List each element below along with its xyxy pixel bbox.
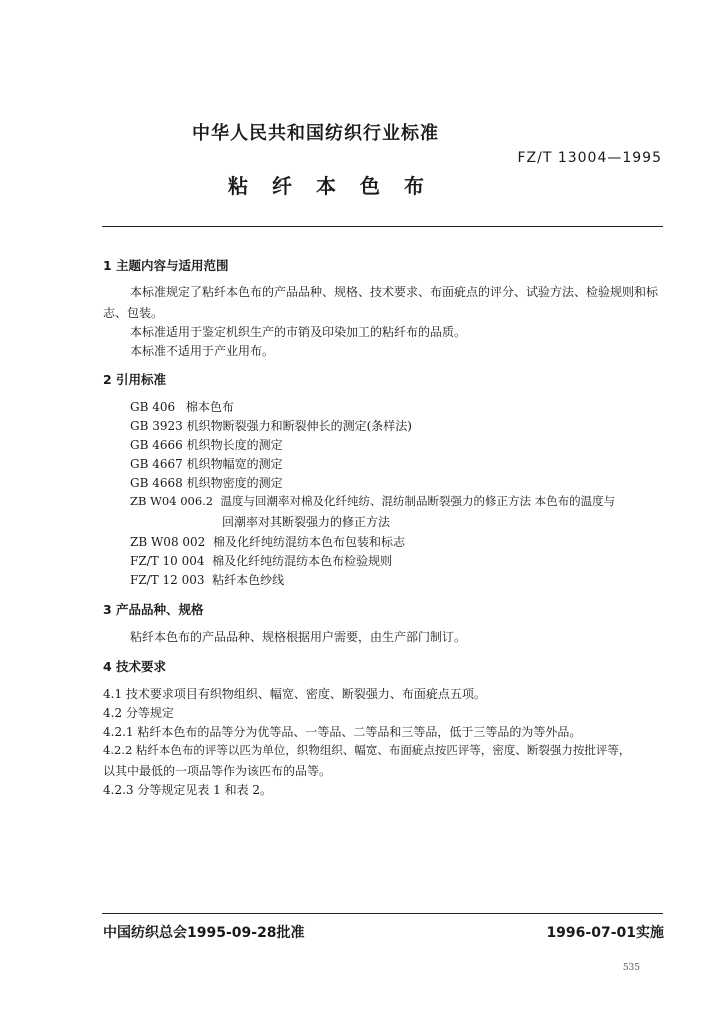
reference-title: 机织物长度的测定 — [186, 438, 283, 452]
reference-code: FZ/T 12 003 — [130, 573, 205, 587]
footer-divider — [102, 913, 663, 914]
reference-title: 机织物断裂强力和断裂伸长的测定(条样法) — [186, 419, 412, 433]
clause-4-2-2: 4.2.2 粘纤本色布的评等以匹为单位，织物组织、幅宽、布面疵点按匹评等，密度、断裂强力按批评等， — [103, 743, 631, 757]
section-3-paragraph: 粘纤本色布的产品品种、规格根据用户需要，由生产部门制订。 — [130, 630, 467, 644]
issuing-organization: 中华人民共和国纺织行业标准 — [192, 123, 439, 144]
section-2-heading: 2 引用标准 — [103, 372, 167, 387]
reference-code: FZ/T 10 004 — [130, 554, 205, 568]
reference-title: 温度与回潮率对棉及化纤纯纺、混纺制品断裂强力的修正方法 本色布的温度与 — [220, 494, 616, 508]
approval-date: 中国纺织总会1995-09-28批准 — [103, 925, 305, 941]
clause-4-1: 4.1 技术要求项目有织物组织、幅宽、密度、断裂强力、布面疵点五项。 — [103, 687, 486, 701]
reference-item — [130, 533, 405, 550]
reference-title: 机织物密度的测定 — [186, 476, 283, 490]
section-1-paragraph-1: 本标准规定了粘纤本色布的产品品种、规格、技术要求、布面疵点的评分、试验方法、检验规则和标 — [130, 285, 659, 299]
reference-item — [130, 552, 392, 569]
reference-item — [130, 436, 283, 453]
reference-title: 棉及化纤纯纺混纺本色布检验规则 — [212, 554, 393, 568]
reference-item — [130, 493, 615, 509]
header-divider — [102, 226, 663, 227]
reference-code: ZB W08 002 — [130, 535, 206, 549]
reference-code: GB 4666 — [130, 438, 183, 452]
section-3-heading: 3 产品品种、规格 — [103, 602, 204, 617]
reference-item — [130, 455, 283, 472]
section-1-heading: 1 主题内容与适用范围 — [103, 258, 229, 273]
section-4-heading: 4 技术要求 — [103, 659, 167, 674]
reference-item — [130, 398, 234, 415]
reference-item — [130, 474, 283, 491]
reference-code: GB 4667 — [130, 457, 183, 471]
standard-code: FZ/T 13004—1995 — [517, 150, 662, 166]
reference-item — [130, 417, 412, 434]
reference-code: ZB W04 006.2 — [130, 494, 214, 508]
clause-4-2-2-cont: 以其中最低的一项品等作为该匹布的品等。 — [103, 764, 332, 778]
implementation-date: 1996-07-01实施 — [546, 925, 664, 941]
reference-item — [130, 571, 284, 588]
reference-item-cont — [222, 513, 390, 530]
page-number: 535 — [622, 963, 640, 973]
reference-title: 机织物幅宽的测定 — [186, 457, 283, 471]
reference-title: 回潮率对其断裂强力的修正方法 — [222, 515, 391, 529]
reference-title: 粘纤本色纱线 — [212, 573, 285, 587]
clause-4-2-1: 4.2.1 粘纤本色布的品等分为优等品、一等品、二等品和三等品，低于三等品的为等外品。 — [103, 725, 582, 739]
reference-title: 棉及化纤纯纺混纺本色布包装和标志 — [212, 535, 405, 549]
reference-code: GB 4668 — [130, 476, 183, 490]
reference-code: GB 3923 — [130, 419, 183, 433]
document-title: 粘纤本色布 — [228, 174, 448, 198]
section-1-paragraph-2: 本标准适用于鉴定机织生产的市销及印染加工的粘纤布的品质。 — [130, 325, 467, 339]
section-1-paragraph-1-cont: 志、包装。 — [103, 306, 164, 320]
section-1-paragraph-3: 本标准不适用于产业用布。 — [130, 344, 275, 358]
reference-code: GB 406 — [130, 400, 176, 414]
clause-4-2: 4.2 分等规定 — [103, 706, 174, 720]
reference-title: 棉本色布 — [185, 400, 234, 414]
clause-4-2-3: 4.2.3 分等规定见表 1 和表 2。 — [103, 783, 273, 797]
